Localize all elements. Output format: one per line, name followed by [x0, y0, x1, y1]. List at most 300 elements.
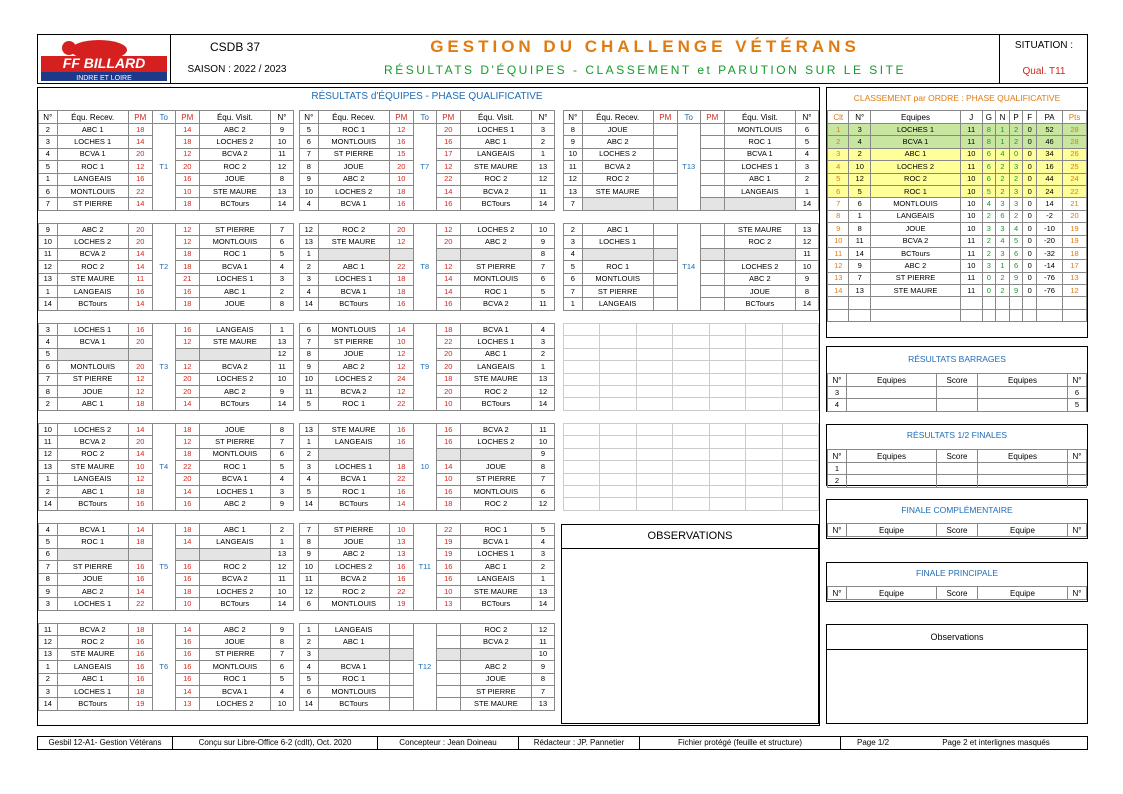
home-team: BCTours	[57, 298, 128, 310]
match-block-10	[299, 423, 555, 511]
ranking-cell: 1	[996, 136, 1010, 148]
away-no: 12	[531, 498, 554, 510]
ranking-cell: 9	[1009, 285, 1023, 297]
home-pm: 22	[128, 185, 152, 197]
ranking-table	[827, 110, 1087, 322]
ranking-header: G	[982, 111, 996, 124]
home-team: LOCHES 1	[57, 324, 128, 336]
small-table-cell	[937, 399, 978, 411]
away-pm	[436, 698, 460, 710]
empty-cell	[673, 336, 709, 348]
away-team: ABC 2	[199, 498, 270, 510]
ranking-cell: LANGEAIS	[870, 210, 960, 222]
away-pm: 20	[436, 124, 460, 136]
ranking-cell: 6	[849, 198, 870, 210]
away-no: 9	[270, 385, 293, 397]
home-no: 7	[300, 148, 319, 160]
away-pm: 20	[175, 385, 199, 397]
small-table-header: Equipe	[847, 524, 937, 537]
home-pm: 16	[128, 173, 152, 185]
ranking-header: N°	[849, 111, 870, 124]
small-table-header: N°	[828, 374, 847, 387]
empty-cell	[782, 498, 818, 510]
away-pm: 16	[175, 561, 199, 573]
away-no: 7	[531, 685, 554, 697]
away-no: 14	[795, 198, 818, 210]
home-no: 2	[39, 398, 58, 410]
away-pm	[436, 648, 460, 660]
home-no: 13	[300, 424, 319, 436]
away-pm: 14	[175, 624, 199, 636]
ranking-header: Pts	[1063, 111, 1087, 124]
footer-note: Page 2 et interlignes masqués	[942, 738, 1050, 747]
small-table-cell: 4	[828, 399, 847, 411]
empty-cell	[709, 348, 745, 360]
round-label: T11	[413, 524, 436, 611]
away-no: 8	[531, 673, 554, 685]
away-team	[460, 648, 531, 660]
away-no: 7	[531, 473, 554, 485]
round-label: T5	[152, 524, 175, 611]
home-no: 5	[39, 348, 58, 360]
empty-cell	[600, 336, 636, 348]
away-team: LANGEAIS	[199, 324, 270, 336]
ranking-cell: 0	[982, 272, 996, 284]
home-pm: 16	[389, 561, 413, 573]
ranking-cell: 26	[1063, 148, 1087, 160]
ranking-cell: 11	[849, 235, 870, 247]
ranking-cell: 13	[849, 285, 870, 297]
round-label: T13	[677, 124, 700, 211]
home-team: LOCHES 2	[318, 373, 389, 385]
ranking-cell: 10	[849, 161, 870, 173]
small-table-header: Equipes	[978, 374, 1068, 387]
ranking-cell: 24	[1036, 185, 1062, 197]
home-pm	[653, 273, 677, 285]
home-team: LOCHES 1	[57, 136, 128, 148]
ranking-cell: 0	[1023, 148, 1037, 160]
home-no: 6	[300, 685, 319, 697]
code-label: CSDB 37	[209, 40, 261, 54]
away-pm: 12	[436, 224, 460, 236]
away-no: 13	[270, 336, 293, 348]
home-pm: 10	[389, 173, 413, 185]
away-pm	[700, 198, 724, 210]
ranking-cell: ROC 1	[870, 185, 960, 197]
away-pm	[436, 661, 460, 673]
away-team: ST PIERRE	[199, 224, 270, 236]
home-pm: 20	[128, 236, 152, 248]
away-no: 11	[531, 298, 554, 310]
ranking-cell: 1	[849, 210, 870, 222]
away-no: 14	[270, 398, 293, 410]
away-pm: 22	[436, 173, 460, 185]
ranking-cell: BCTours	[870, 247, 960, 259]
home-no: 9	[564, 136, 583, 148]
home-pm	[389, 636, 413, 648]
ranking-cell: MONTLOUIS	[870, 198, 960, 210]
home-pm: 16	[389, 298, 413, 310]
away-no: 2	[531, 561, 554, 573]
empty-cell	[782, 348, 818, 360]
ranking-cell: 10	[961, 173, 982, 185]
empty-cell	[673, 461, 709, 473]
empty-cell	[746, 436, 782, 448]
home-no: 11	[39, 624, 58, 636]
away-pm	[436, 685, 460, 697]
empty-cell	[564, 398, 600, 410]
away-pm: 14	[175, 536, 199, 548]
away-no: 3	[531, 336, 554, 348]
ranking-cell: 3	[849, 124, 870, 136]
ranking-row	[828, 124, 1087, 136]
home-pm: 18	[128, 398, 152, 410]
away-no: 3	[531, 548, 554, 560]
home-no: 2	[564, 224, 583, 236]
empty-cell	[709, 398, 745, 410]
empty-cell	[636, 336, 672, 348]
away-no: 5	[270, 461, 293, 473]
home-team: STE MAURE	[582, 185, 653, 197]
empty-cell	[564, 361, 600, 373]
home-pm: 16	[389, 424, 413, 436]
ranking-cell: 11	[961, 272, 982, 284]
ranking-cell: 2	[1009, 124, 1023, 136]
home-no: 1	[39, 661, 58, 673]
home-pm: 24	[389, 373, 413, 385]
home-team: JOUE	[318, 536, 389, 548]
home-pm: 18	[128, 124, 152, 136]
away-pm	[436, 448, 460, 460]
away-team: ROC 2	[724, 236, 795, 248]
ranking-header: PA	[1036, 111, 1062, 124]
away-pm	[436, 248, 460, 260]
home-no: 2	[39, 485, 58, 497]
away-no: 14	[795, 298, 818, 310]
away-team	[199, 348, 270, 360]
ranking-cell: 0	[1023, 124, 1037, 136]
home-team: JOUE	[57, 385, 128, 397]
away-team: BCVA 1	[199, 685, 270, 697]
home-team: JOUE	[57, 573, 128, 585]
away-no: 1	[270, 324, 293, 336]
home-no: 1	[300, 624, 319, 636]
away-no: 11	[270, 148, 293, 160]
ranking-cell: 18	[1063, 247, 1087, 259]
away-team: BCVA 2	[460, 424, 531, 436]
ranking-cell: 7	[828, 198, 849, 210]
home-pm: 20	[128, 436, 152, 448]
empty-grid	[563, 323, 819, 411]
away-no: 3	[270, 485, 293, 497]
away-team: LOCHES 2	[460, 436, 531, 448]
small-table-header: Equipes	[847, 450, 937, 463]
round-label: T4	[152, 424, 175, 511]
table-row	[300, 424, 555, 436]
empty-cell	[636, 424, 672, 436]
home-no: 3	[39, 685, 58, 697]
home-team: ABC 2	[318, 361, 389, 373]
home-no: 10	[300, 561, 319, 573]
away-pm: 19	[436, 548, 460, 560]
logo	[39, 36, 169, 82]
home-pm: 14	[128, 198, 152, 210]
home-team: BCVA 1	[318, 198, 389, 210]
away-no: 4	[270, 473, 293, 485]
away-pm: 14	[175, 398, 199, 410]
home-no: 5	[300, 673, 319, 685]
empty-cell	[673, 398, 709, 410]
away-team: MONTLOUIS	[460, 273, 531, 285]
home-pm: 20	[128, 336, 152, 348]
away-pm: 10	[436, 473, 460, 485]
away-team: ABC 2	[724, 273, 795, 285]
home-no: 6	[300, 598, 319, 610]
ranking-cell: JOUE	[870, 223, 960, 235]
home-team: ABC 2	[57, 585, 128, 597]
footer-protected: Fichier protégé (feuille et structure)	[640, 737, 841, 749]
home-team: LANGEAIS	[582, 298, 653, 310]
away-pm: 10	[175, 185, 199, 197]
ranking-cell: 10	[961, 185, 982, 197]
home-pm	[389, 448, 413, 460]
away-no: 3	[531, 124, 554, 136]
match-block-t13	[563, 110, 819, 211]
empty-cell	[709, 448, 745, 460]
home-no: 7	[564, 285, 583, 297]
home-team: ST PIERRE	[57, 198, 128, 210]
small-table-cell: 1	[828, 463, 847, 475]
empty-cell	[709, 385, 745, 397]
away-no: 12	[795, 236, 818, 248]
ranking-cell: 8	[982, 124, 996, 136]
empty-cell	[636, 461, 672, 473]
ranking-cell: 0	[1023, 198, 1037, 210]
col-header-no: N°	[531, 111, 554, 124]
away-team: ABC 2	[460, 236, 531, 248]
away-no: 6	[270, 236, 293, 248]
empty-cell	[636, 436, 672, 448]
ranking-cell: -76	[1036, 272, 1062, 284]
away-no: 13	[270, 548, 293, 560]
empty-cell	[636, 498, 672, 510]
ranking-empty-cell	[996, 297, 1010, 309]
empty-cell	[673, 324, 709, 336]
ranking-cell: 24	[1063, 173, 1087, 185]
home-pm	[653, 161, 677, 173]
away-pm: 16	[175, 498, 199, 510]
small-table-header: Score	[937, 374, 978, 387]
ranking-empty-cell	[996, 309, 1010, 321]
away-pm: 20	[175, 161, 199, 173]
away-team	[460, 248, 531, 260]
home-pm: 18	[389, 185, 413, 197]
home-no: 12	[564, 173, 583, 185]
away-no: 10	[270, 373, 293, 385]
away-pm: 18	[436, 324, 460, 336]
home-team: LOCHES 1	[318, 461, 389, 473]
home-team	[318, 648, 389, 660]
away-team: ROC 2	[199, 561, 270, 573]
empty-cell	[782, 361, 818, 373]
away-team: MONTLOUIS	[460, 485, 531, 497]
small-table-cell	[847, 387, 937, 399]
home-pm: 20	[128, 224, 152, 236]
away-team: ST PIERRE	[460, 685, 531, 697]
ranking-cell: 14	[849, 247, 870, 259]
ranking-cell: LOCHES 2	[870, 161, 960, 173]
ranking-cell: 10	[961, 148, 982, 160]
away-no: 7	[270, 436, 293, 448]
away-team: ABC 2	[199, 624, 270, 636]
home-pm: 14	[389, 324, 413, 336]
ranking-row	[828, 272, 1087, 284]
home-no: 3	[300, 273, 319, 285]
away-no: 11	[531, 424, 554, 436]
ranking-cell: BCVA 2	[870, 235, 960, 247]
ranking-cell: 0	[982, 285, 996, 297]
home-no: 7	[39, 198, 58, 210]
away-no: 6	[270, 448, 293, 460]
away-pm: 18	[175, 585, 199, 597]
home-team: BCVA 1	[318, 285, 389, 297]
small-table-cell	[847, 475, 937, 487]
away-pm	[700, 224, 724, 236]
home-no: 4	[564, 248, 583, 260]
away-pm	[175, 348, 199, 360]
home-pm: 14	[128, 524, 152, 536]
ranking-empty-cell	[1063, 297, 1087, 309]
ranking-empty-cell	[1036, 297, 1062, 309]
home-pm: 20	[128, 148, 152, 160]
away-no: 3	[270, 273, 293, 285]
away-team: JOUE	[199, 636, 270, 648]
home-team: MONTLOUIS	[318, 598, 389, 610]
away-team: BCVA 1	[199, 261, 270, 273]
ranking-cell: -32	[1036, 247, 1062, 259]
table-row	[828, 387, 1087, 399]
away-pm: 16	[436, 136, 460, 148]
table-row	[564, 124, 819, 136]
away-team: LANGEAIS	[724, 185, 795, 197]
away-team: BCTours	[460, 398, 531, 410]
empty-cell	[564, 485, 600, 497]
empty-cell	[600, 498, 636, 510]
home-team: LOCHES 1	[582, 236, 653, 248]
home-team: BCVA 1	[318, 473, 389, 485]
ranking-header: Equipes	[870, 111, 960, 124]
away-team: ABC 2	[199, 124, 270, 136]
empty-cell	[564, 324, 600, 336]
home-no: 1	[39, 285, 58, 297]
col-header-pm: PM	[436, 111, 460, 124]
home-pm: 12	[389, 124, 413, 136]
home-no: 5	[564, 261, 583, 273]
away-no: 1	[531, 573, 554, 585]
col-header-no: N°	[795, 111, 818, 124]
ranking-empty-cell	[982, 297, 996, 309]
home-pm: 18	[128, 624, 152, 636]
away-team: LANGEAIS	[460, 361, 531, 373]
home-team: ROC 2	[582, 173, 653, 185]
ranking-empty-cell	[1009, 309, 1023, 321]
situation-value: Qual. T11	[1022, 66, 1066, 77]
col-header-to: To	[413, 111, 436, 124]
col-header-no: N°	[564, 111, 583, 124]
ranking-cell: 1	[828, 124, 849, 136]
away-pm: 21	[175, 273, 199, 285]
finale-princ-title: FINALE PRINCIPALE	[915, 568, 999, 578]
home-no: 1	[39, 173, 58, 185]
ranking-cell: 4	[996, 148, 1010, 160]
home-no: 6	[39, 185, 58, 197]
away-no: 14	[531, 598, 554, 610]
home-no: 4	[39, 336, 58, 348]
empty-cell	[564, 373, 600, 385]
small-table-cell	[978, 463, 1068, 475]
away-no: 9	[270, 498, 293, 510]
away-no: 5	[270, 673, 293, 685]
away-no: 1	[795, 185, 818, 197]
home-no: 4	[39, 524, 58, 536]
away-team: LOCHES 1	[460, 124, 531, 136]
home-pm	[389, 624, 413, 636]
small-table-header: N°	[828, 587, 847, 600]
home-no: 7	[39, 561, 58, 573]
away-team: JOUE	[199, 298, 270, 310]
away-team: ROC 1	[460, 524, 531, 536]
small-table-header: N°	[1068, 450, 1087, 463]
away-no: 12	[270, 161, 293, 173]
home-team	[57, 548, 128, 560]
barrages-title: RÉSULTATS BARRAGES	[908, 354, 1006, 364]
away-pm: 12	[175, 336, 199, 348]
small-table-cell: 3	[828, 387, 847, 399]
home-team: ROC 1	[318, 124, 389, 136]
home-team: BCVA 2	[57, 436, 128, 448]
ranking-cell: 6	[982, 148, 996, 160]
away-no: 9	[270, 624, 293, 636]
away-pm	[700, 185, 724, 197]
home-no: 7	[564, 198, 583, 210]
header-divider-1	[170, 34, 171, 84]
home-no: 13	[39, 273, 58, 285]
small-table-cell: 2	[828, 475, 847, 487]
home-team: ROC 1	[57, 161, 128, 173]
empty-cell	[636, 385, 672, 397]
ranking-cell: 3	[1009, 198, 1023, 210]
away-pm	[700, 261, 724, 273]
ranking-cell: 6	[982, 173, 996, 185]
away-no: 9	[531, 661, 554, 673]
home-pm	[653, 224, 677, 236]
empty-cell	[746, 373, 782, 385]
home-pm: 14	[389, 498, 413, 510]
away-team	[460, 448, 531, 460]
away-team: JOUE	[460, 673, 531, 685]
ranking-cell: -10	[1036, 223, 1062, 235]
ranking-cell: 6	[996, 210, 1010, 222]
home-team: BCVA 1	[57, 148, 128, 160]
away-team: BCVA 1	[460, 324, 531, 336]
small-table-cell	[937, 387, 978, 399]
ranking-cell: 6	[982, 161, 996, 173]
ranking-empty-cell	[982, 309, 996, 321]
ranking-cell: 4	[849, 136, 870, 148]
home-team: JOUE	[318, 348, 389, 360]
home-team: BCTours	[318, 498, 389, 510]
home-team	[582, 248, 653, 260]
